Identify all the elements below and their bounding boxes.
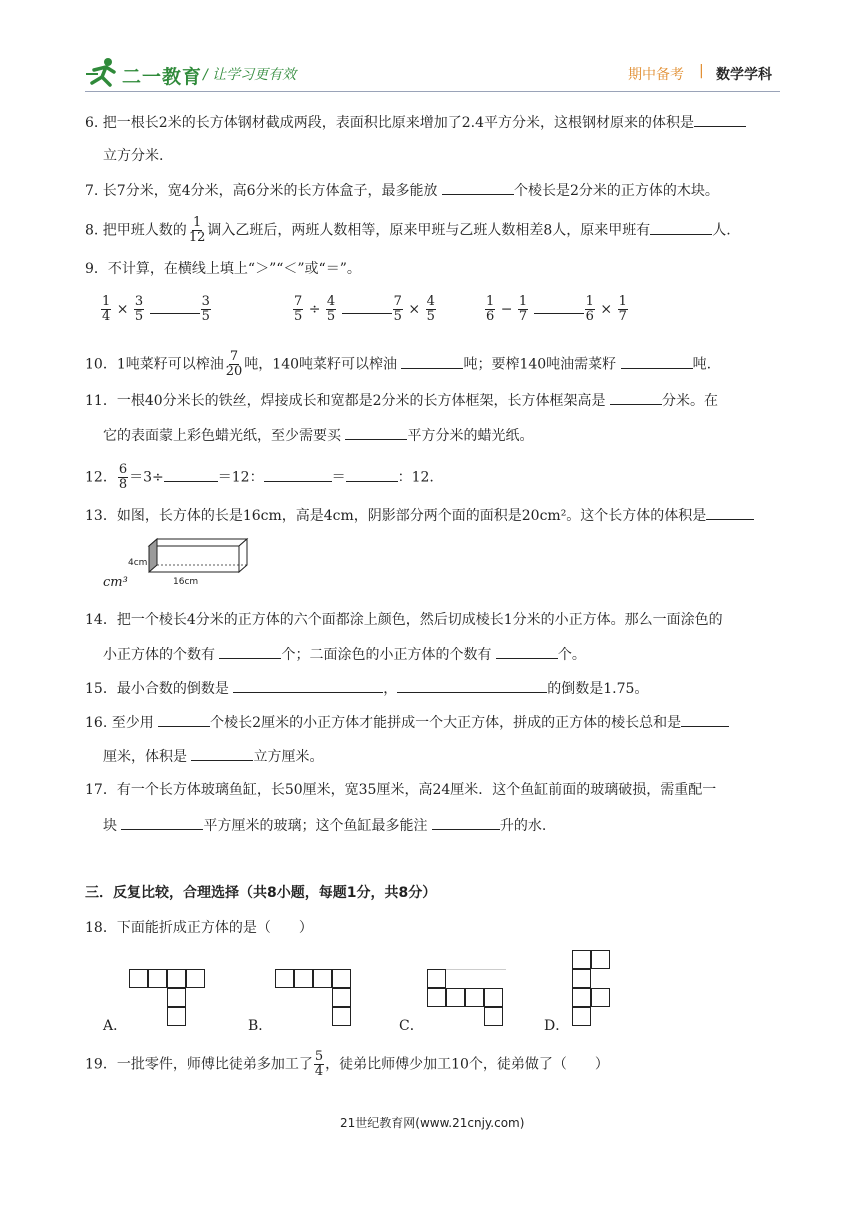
q11-text-c: 它的表面蒙上彩色蜡光纸，至少需要买	[103, 428, 346, 444]
question-6	[85, 112, 746, 133]
q15-text-c: 的倒数是1.75。	[547, 681, 649, 697]
question-6-cont	[103, 146, 163, 166]
cuboid-figure	[125, 536, 250, 578]
q8-text-end: 人.	[712, 222, 731, 239]
q12-text-c: ＝12：	[217, 469, 264, 486]
answer-blank[interactable]	[442, 180, 514, 195]
question-7	[85, 180, 719, 201]
answer-blank[interactable]	[342, 299, 392, 314]
q11-text: 11．一根40分米长的铁丝，焊接成长和宽都是2分米的长方体框架，长方体框架高是	[85, 393, 610, 409]
cuboid-height-label: 4cm	[128, 558, 148, 568]
answer-blank[interactable]	[219, 644, 281, 659]
answer-blank[interactable]	[164, 467, 218, 482]
q16-text-d: 立方厘米。	[253, 749, 324, 765]
question-10	[85, 350, 711, 379]
question-8	[85, 216, 731, 245]
q14-text-d: 个。	[557, 647, 586, 663]
exam-tag: 期中备考	[628, 67, 684, 83]
question-14-cont	[103, 644, 586, 665]
answer-blank[interactable]	[191, 746, 253, 761]
answer-blank[interactable]	[681, 712, 729, 727]
q9-text: 9．不计算，在横线上填上“＞”“＜”或“＝”。	[85, 261, 361, 277]
q19-text-b: ，徒弟比师傅少加工10个，徒弟做了（ ）	[325, 1056, 609, 1073]
answer-blank[interactable]	[346, 467, 398, 482]
header-separator: |	[699, 63, 704, 79]
q14-text: 14．把一个棱长4分米的正方体的六个面都涂上颜色，然后切成棱长1分米的小正方体。那么一面涂色的	[85, 612, 723, 628]
q10-text-d: 吨.	[692, 356, 712, 373]
question-14	[85, 610, 723, 630]
q16-text: 16. 至少用	[85, 715, 159, 731]
question-16-cont	[103, 746, 323, 767]
q14-text-b: 小正方体的个数有	[103, 647, 220, 663]
q15-text: 15．最小合数的倒数是	[85, 681, 234, 697]
runner-logo-icon	[84, 56, 122, 88]
slogan: / 让学习更有效	[203, 67, 297, 83]
footer: 21世纪教育网(www.21cnjy.com)	[340, 1116, 525, 1130]
answer-blank[interactable]	[706, 505, 754, 520]
question-17	[85, 780, 716, 800]
q17-text-c: 平方厘米的玻璃；这个鱼缸最多能注	[203, 818, 432, 834]
option-b-label: B．	[248, 1018, 273, 1034]
header-divider	[85, 91, 780, 92]
answer-blank[interactable]	[264, 467, 332, 482]
answer-blank[interactable]	[158, 712, 210, 727]
answer-blank[interactable]	[121, 815, 203, 830]
q12-text-d: ＝	[331, 469, 346, 486]
question-16	[85, 712, 729, 733]
fraction: $\frac{6}{8}$	[118, 462, 128, 492]
option-c-label: C．	[399, 1018, 424, 1034]
fraction: $\frac{5}{4}$	[314, 1049, 324, 1079]
question-11-cont	[103, 425, 533, 446]
question-12	[85, 463, 434, 492]
volume-unit: cm³	[103, 575, 128, 590]
question-17-cont	[103, 815, 546, 836]
q13-text: 13．如图，长方体的长是16cm，高是4cm，阴影部分两个面的面积是20cm²。这个长方体的体积是	[85, 508, 707, 524]
q8-text-cont: 调入乙班后，两班人数相等，原来甲班与乙班人数相差8人，原来甲班有	[207, 222, 651, 239]
q11-text-d: 平方分米的蜡光纸。	[407, 428, 534, 444]
q9-expression-3: $\frac{1}{6}$ − $\frac{1}{7}$ $\frac{1}{6}$ × $\frac{1}{7}$	[486, 294, 627, 324]
subject-label: 数学学科	[716, 67, 772, 83]
q9-expression-2: $\frac{7}{5}$ ÷ $\frac{4}{5}$ $\frac{7}{5}$ × $\frac{4}{5}$	[294, 294, 435, 324]
q19-text: 19．一批零件，师傅比徒弟多加工了	[85, 1056, 313, 1073]
answer-blank[interactable]	[345, 425, 407, 440]
question-11	[85, 390, 718, 411]
q14-text-c: 个；二面涂色的小正方体的个数有	[281, 647, 496, 663]
q12-text: 12．	[85, 469, 117, 486]
q10-text-b: 吨，140吨菜籽可以榨油	[244, 356, 402, 373]
q16-text-b: 个棱长2厘米的小正方体才能拼成一个大正方体，拼成的正方体的棱长总和是	[210, 715, 682, 731]
answer-blank[interactable]	[694, 112, 746, 127]
q7-text: 7. 长7分米，宽4分米，高6分米的长方体盒子，最多能放	[85, 183, 442, 199]
answer-blank[interactable]	[432, 815, 500, 830]
q12-text-e: ：12.	[397, 469, 434, 486]
option-a-label: A．	[103, 1018, 128, 1034]
answer-blank[interactable]	[610, 390, 662, 405]
question-9	[85, 259, 361, 279]
answer-blank[interactable]	[150, 299, 200, 314]
answer-blank[interactable]	[496, 644, 558, 659]
answer-blank[interactable]	[397, 678, 547, 693]
answer-blank[interactable]	[650, 220, 712, 235]
q7-text-cont: 个棱长是2分米的正方体的木块。	[513, 183, 719, 199]
q12-text-b: ＝3÷	[129, 469, 164, 486]
fraction: $\frac{1}{12}$	[188, 215, 206, 245]
answer-blank[interactable]	[233, 678, 383, 693]
q16-text-c: 厘米，体积是	[103, 749, 192, 765]
q18-text: 18．下面能折成正方体的是（ ）	[85, 920, 313, 936]
q8-text: 8. 把甲班人数的	[85, 222, 187, 239]
q15-text-b: ，	[383, 681, 398, 697]
q17-text-d: 升的水.	[499, 818, 547, 834]
question-19	[85, 1050, 609, 1079]
q10-text-c: 吨；要榨140吨油需菜籽	[463, 356, 621, 373]
q9-expression-1: $\frac{1}{4}$ × $\frac{3}{5}$ $\frac{3}{5}$	[102, 294, 210, 324]
question-15	[85, 678, 648, 699]
q11-text-b: 分米。在	[661, 393, 718, 409]
cuboid-length-label: 16cm	[173, 577, 199, 587]
q17-text-b: 块	[103, 818, 122, 834]
section-heading: 三．反复比较，合理选择（共8小题，每题1分，共8分）	[85, 885, 437, 901]
fraction: $\frac{7}{20}$	[225, 349, 243, 379]
q6-text: 6. 把一根长2米的长方体钢材截成两段，表面积比原来增加了2.4平方分米，这根钢材原来的体积是	[85, 115, 694, 131]
q6-text-cont: 立方分米.	[103, 148, 164, 164]
q17-text: 17．有一个长方体玻璃鱼缸，长50厘米，宽35厘米，高24厘米．这个鱼缸前面的玻璃破损，需重配一	[85, 782, 717, 798]
q10-text: 10．1吨菜籽可以榨油	[85, 356, 224, 373]
answer-blank[interactable]	[534, 299, 584, 314]
answer-blank[interactable]	[401, 354, 463, 369]
question-18	[85, 918, 313, 938]
answer-blank[interactable]	[621, 354, 693, 369]
logo-text: 二一教育	[122, 66, 203, 88]
question-13	[85, 505, 754, 526]
option-d-label: D．	[544, 1018, 570, 1034]
